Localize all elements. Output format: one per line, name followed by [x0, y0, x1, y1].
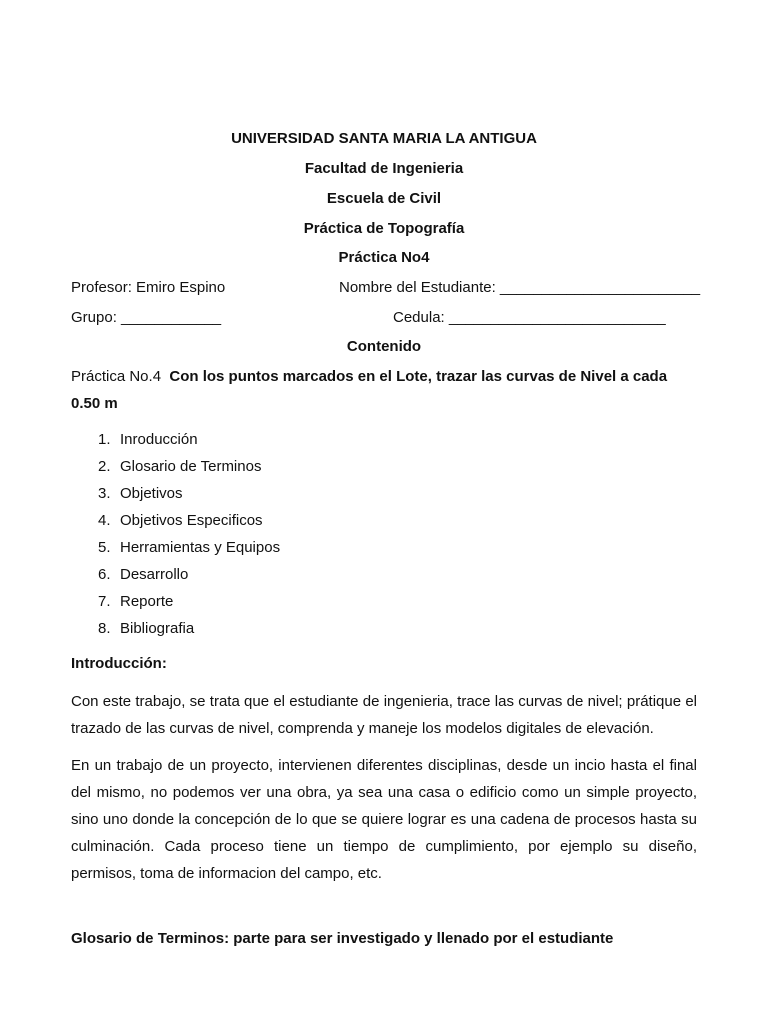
university-title: UNIVERSIDAD SANTA MARIA LA ANTIGUA	[231, 130, 537, 147]
course-title: Práctica de Topografía	[303, 220, 465, 237]
list-item	[98, 534, 280, 561]
glossary-heading: Glosario de Terminos: parte para ser investigado y llenado por el estudiante	[71, 930, 614, 947]
table-of-contents	[98, 426, 280, 642]
list-item	[98, 588, 280, 615]
professor-line: Profesor: Emiro Espino	[71, 279, 226, 296]
task-description-continued: 0.50 m	[71, 395, 118, 412]
list-item-number: 5.	[98, 539, 111, 556]
list-item-number: 3.	[98, 485, 111, 502]
contents-heading: Contenido	[346, 338, 422, 355]
practice-title: Práctica No4	[338, 249, 430, 266]
list-item	[98, 426, 280, 453]
student-name-line: Nombre del Estudiante: ________________________	[339, 279, 701, 296]
list-item-number: 6.	[98, 566, 111, 583]
list-item-label: Objetivos	[120, 485, 183, 502]
list-item-label: Objetivos Especificos	[120, 512, 263, 529]
school-title: Escuela de Civil	[326, 190, 442, 207]
list-item-number: 4.	[98, 512, 111, 529]
list-item-number: 2.	[98, 458, 111, 475]
list-item-label: Inroducción	[120, 431, 198, 448]
list-item-label: Herramientas y Equipos	[120, 539, 281, 556]
task-prefix: Práctica No.4	[71, 368, 162, 385]
intro-paragraph-1: Con este trabajo, se trata que el estudiante de ingenieria, trace las curvas de nivel; prátique el trazado de las curvas de nivel, comprenda y maneje los modelos digitales de elevación.	[71, 693, 697, 737]
group-line: Grupo: ____________	[71, 309, 222, 326]
list-item-number: 1.	[98, 431, 111, 448]
list-item	[98, 453, 280, 480]
list-item-number: 7.	[98, 593, 111, 610]
list-item	[98, 480, 280, 507]
list-item-label: Reporte	[120, 593, 174, 610]
intro-heading: Introducción:	[71, 655, 167, 672]
intro-paragraph-2: En un trabajo de un proyecto, intervienen diferentes disciplinas, desde un incio hasta el final del mismo, no podemos ver una obra, ya sea una casa o edificio como un simple proyecto, sino uno donde la concepción de lo que se quiere lograr es una cadena de procesos hasta su culminación. Cada proceso tiene un tiempo de cumplimiento, por ejemplo su diseño, permisos, toma de informacion del campo, etc.	[71, 757, 697, 882]
task-description: Con los puntos marcados en el Lote, trazar las curvas de Nivel a cada	[169, 368, 668, 385]
task-line	[71, 368, 667, 385]
list-item	[98, 507, 280, 534]
faculty-title: Facultad de Ingenieria	[304, 160, 464, 177]
cedula-line: Cedula: __________________________	[393, 309, 666, 326]
list-item-number: 8.	[98, 620, 111, 637]
list-item-label: Glosario de Terminos	[120, 458, 262, 475]
list-item-label: Desarrollo	[120, 566, 189, 583]
list-item	[98, 615, 280, 642]
list-item	[98, 561, 280, 588]
list-item-label: Bibliografia	[120, 620, 195, 637]
